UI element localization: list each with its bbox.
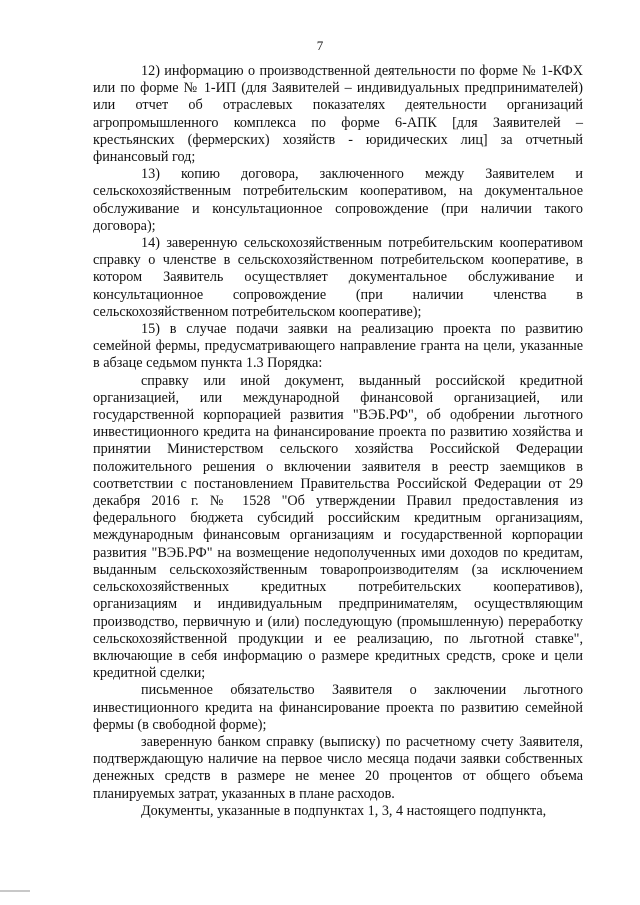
page-body [93,63,583,820]
scan-edge-mark [0,890,30,892]
page-number: 7 [316,38,324,53]
paragraph-item-12: 12) информацию о производственной деятельности по форме № 1-КФХ или по форме № 1-ИП (для Заявителей – индивидуальных предпринимателей) или отчет об отраслевых показателях деятельности организаций агропромышленного комплекса по форме 6-АПК [для Заявителей – крестьянских (фермерских) хозяйств - юридических лиц] за отчетный финансовый год; [93,63,583,166]
paragraph-documents-continued: Документы, указанные в подпунктах 1, 3, 4 настоящего подпункта, [141,802,547,819]
paragraph-credit-certificate: справку или иной документ, выданный российской кредитной организацией, или международной финансовой организацией, или государственной корпорацией развития "ВЭБ.РФ", об одобрении льготного инвестиционного кредита на финансирование проекта по развитию хозяйства и принятии Министерством сельского хозяйства Российской Федерации положительного решения о включении заявителя в реестр заемщиков в соответствии с постановлением Правительства Российской Федерации от 29 декабря 2016 г. № 1528 "Об утверждении Правил предоставления из федерального бюджета субсидий российским кредитным организациям, международным финансовым организациям и государственной корпорации развития "ВЭБ.РФ" на возмещение недополученных ими доходов по кредитам, выданным сельскохозяйственным товаропроизводителям (за исключением сельскохозяйственных кредитных потребительских кооперативов), организациям и индивидуальным предпринимателям, осуществляющим производство, первичную и (или) последующую (промышленную) переработку сельскохозяйственной продукции и ее реализацию, по льготной ставке", включающие в себя информацию о размере кредитных средств, сроке и цели кредитной сделки; [93,372,583,682]
paragraph-written-obligation: письменное обязательство Заявителя о заключении льготного инвестиционного кредита на финансирование проекта по развитию семейной фермы (в свободной форме); [93,682,583,733]
paragraph-item-15: 15) в случае подачи заявки на реализацию проекта по развитию семейной фермы, предусматривающего направление гранта на цели, указанные в абзаце седьмом пункта 1.3 Порядка: [93,321,583,372]
paragraph-item-14: 14) заверенную сельскохозяйственным потребительским кооперативом справку о членстве в сельскохозяйственном потребительском кооперативе, в котором Заявитель осуществляет документальное обслуживание и консультационное сопровождение (при наличии членства в сельскохозяйственном потребительском кооперативе); [93,235,583,320]
paragraph-item-13: 13) копию договора, заключенного между Заявителем и сельскохозяйственным потребительским кооперативом, на документальное обслуживание и консультационное сопровождение (при наличии такого договора); [93,166,583,234]
paragraph-bank-statement: заверенную банком справку (выписку) по расчетному счету Заявителя, подтверждающую наличие на первое число месяца подачи заявки собственных денежных средств в размере не менее 20 процентов от общего объема планируемых затрат, указанных в плане расходов. [93,733,583,802]
